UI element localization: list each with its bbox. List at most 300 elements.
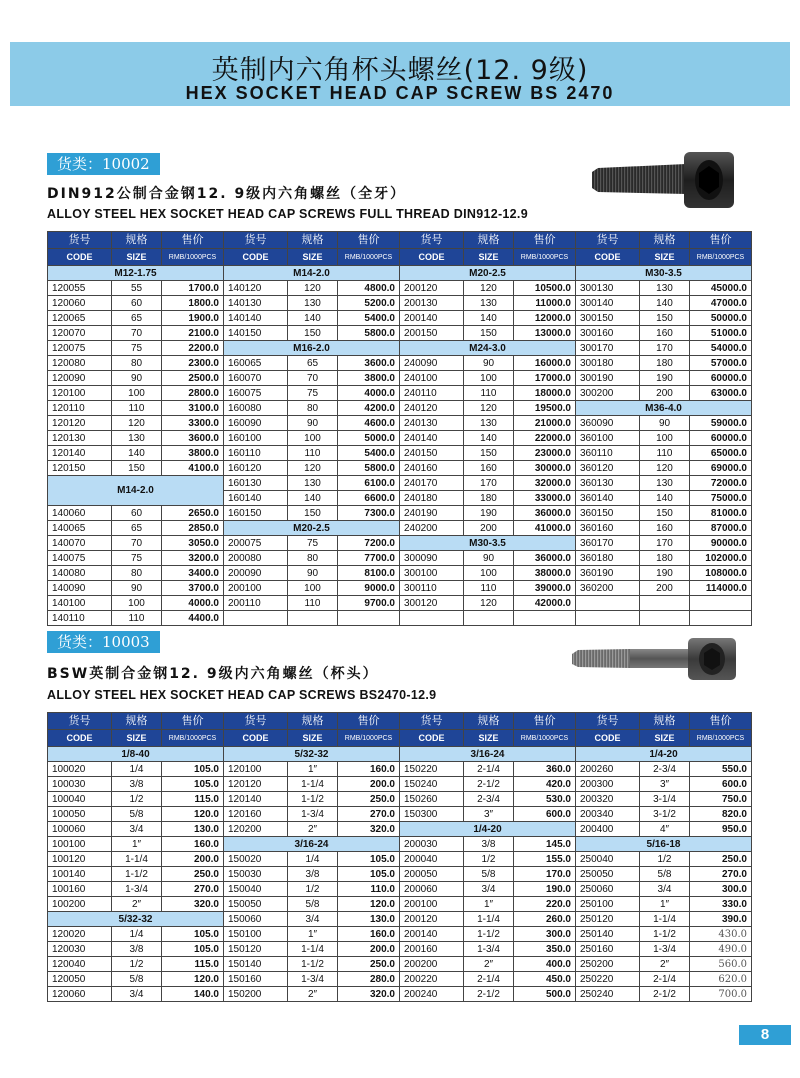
item-price: 2200.0	[162, 341, 224, 356]
col-header-price-en	[162, 249, 224, 266]
col-header-code-en: CODE	[576, 249, 640, 266]
item-size: 80	[112, 356, 162, 371]
item-price: 115.0	[162, 957, 224, 972]
item-size: 150	[464, 446, 514, 461]
table-row	[48, 867, 752, 882]
item-code: 300180	[576, 356, 640, 371]
size-group-header: 3/16-24	[224, 837, 400, 852]
table-row	[48, 957, 752, 972]
item-size: 1″	[464, 897, 514, 912]
item-size: 90	[640, 416, 690, 431]
item-price: 114000.0	[690, 581, 752, 596]
item-price: 220.0	[514, 897, 576, 912]
table-row	[48, 897, 752, 912]
item-code: 200320	[576, 792, 640, 807]
col-header-size-en: SIZE	[288, 730, 338, 747]
col-header-code: 货号	[400, 232, 464, 249]
item-code: 120120	[48, 416, 112, 431]
item-size: 1/2	[112, 792, 162, 807]
item-code: 120110	[48, 401, 112, 416]
col-header-price-en	[514, 730, 576, 747]
size-group-header: M36-4.0	[576, 401, 752, 416]
item-size: 5/8	[288, 897, 338, 912]
col-header-size: 规格	[640, 232, 690, 249]
item-code: 160120	[224, 461, 288, 476]
item-price: 32000.0	[514, 476, 576, 491]
col-header-code-en: CODE	[48, 249, 112, 266]
item-size: 90	[112, 371, 162, 386]
item-size: 65	[112, 311, 162, 326]
col-header-size: 规格	[464, 232, 514, 249]
item-code: 250120	[576, 912, 640, 927]
size-group-header: M30-3.5	[576, 266, 752, 281]
item-size: 100	[640, 431, 690, 446]
item-price: 2300.0	[162, 356, 224, 371]
section-heading-cn: BSW英制合金钢12. 9级内六角螺丝（杯头）	[47, 666, 379, 682]
size-group-header: M20-2.5	[224, 521, 400, 536]
item-size: 160	[464, 461, 514, 476]
item-size: 1-3/4	[288, 807, 338, 822]
item-size: 100	[112, 386, 162, 401]
item-code: 150030	[224, 867, 288, 882]
table-row	[48, 762, 752, 777]
item-code: 150020	[224, 852, 288, 867]
empty-cell	[224, 611, 288, 626]
item-size: 1-3/4	[288, 972, 338, 987]
item-price: 4400.0	[162, 611, 224, 626]
item-size: 3″	[640, 777, 690, 792]
item-price: 160.0	[338, 762, 400, 777]
item-code: 200140	[400, 311, 464, 326]
item-size: 2-3/4	[464, 792, 514, 807]
item-size: 5/8	[640, 867, 690, 882]
item-code: 200050	[400, 867, 464, 882]
item-size: 1-3/4	[112, 882, 162, 897]
item-price: 115.0	[162, 792, 224, 807]
item-size: 100	[288, 431, 338, 446]
item-code: 140090	[48, 581, 112, 596]
item-code: 160110	[224, 446, 288, 461]
item-code: 120160	[224, 807, 288, 822]
header-row-cn	[48, 232, 752, 249]
item-code: 120100	[224, 762, 288, 777]
table-row	[48, 281, 752, 296]
item-price: 105.0	[338, 852, 400, 867]
header-row-cn	[48, 713, 752, 730]
item-price: 30000.0	[514, 461, 576, 476]
col-header-code: 货号	[576, 713, 640, 730]
item-price: 280.0	[338, 972, 400, 987]
item-code: 160070	[224, 371, 288, 386]
item-code: 140065	[48, 521, 112, 536]
item-price: 120.0	[162, 972, 224, 987]
item-price: 39000.0	[514, 581, 576, 596]
item-code: 120020	[48, 927, 112, 942]
item-code: 200400	[576, 822, 640, 837]
col-header-price: 售价	[514, 713, 576, 730]
item-price: 260.0	[514, 912, 576, 927]
item-size: 70	[112, 536, 162, 551]
page-number: 8	[739, 1025, 791, 1045]
size-group-header: 5/32-32	[48, 912, 224, 927]
item-price: 22000.0	[514, 431, 576, 446]
item-price: 110.0	[338, 882, 400, 897]
item-size: 60	[112, 506, 162, 521]
item-code: 120150	[48, 461, 112, 476]
item-size: 75	[288, 536, 338, 551]
item-price: 63000.0	[690, 386, 752, 401]
item-code: 150040	[224, 882, 288, 897]
item-size: 55	[112, 281, 162, 296]
item-price: 1800.0	[162, 296, 224, 311]
item-code: 200075	[224, 536, 288, 551]
item-size: 2″	[464, 957, 514, 972]
item-price: 160.0	[338, 927, 400, 942]
table-row	[48, 416, 752, 431]
item-code: 100160	[48, 882, 112, 897]
item-code: 200340	[576, 807, 640, 822]
item-code: 140100	[48, 596, 112, 611]
header-row-en	[48, 730, 752, 747]
item-size: 180	[640, 356, 690, 371]
col-header-price-en	[338, 730, 400, 747]
price-unit: RMB/1000PCS	[168, 735, 217, 742]
category-tag-10003: 货类：10003	[47, 631, 160, 653]
item-code: 120040	[48, 957, 112, 972]
item-code: 360160	[576, 521, 640, 536]
item-code: 150300	[400, 807, 464, 822]
table-row	[48, 581, 752, 596]
item-price: 3300.0	[162, 416, 224, 431]
item-code: 300150	[576, 311, 640, 326]
item-size: 80	[112, 566, 162, 581]
table-row	[48, 311, 752, 326]
item-size: 3/8	[112, 942, 162, 957]
item-price: 330.0	[690, 897, 752, 912]
section-heading-en: ALLOY STEEL HEX SOCKET HEAD CAP SCREWS FULL THREAD DIN912-12.9	[47, 207, 528, 221]
item-size: 140	[640, 296, 690, 311]
item-price: 3400.0	[162, 566, 224, 581]
size-group-header: M16-2.0	[224, 341, 400, 356]
item-size: 130	[288, 476, 338, 491]
table-row	[48, 927, 752, 942]
item-size: 120	[112, 416, 162, 431]
item-size: 160	[640, 521, 690, 536]
item-size: 75	[112, 341, 162, 356]
item-size: 1-1/2	[112, 867, 162, 882]
item-price: 41000.0	[514, 521, 576, 536]
table-row	[48, 912, 752, 927]
item-size: 3-1/4	[640, 792, 690, 807]
item-size: 1/2	[640, 852, 690, 867]
item-code: 300090	[400, 551, 464, 566]
item-code: 300140	[576, 296, 640, 311]
item-code: 160150	[224, 506, 288, 521]
item-price: 450.0	[514, 972, 576, 987]
col-header-price: 售价	[162, 713, 224, 730]
item-code: 200110	[224, 596, 288, 611]
item-size: 140	[464, 431, 514, 446]
item-size: 70	[112, 326, 162, 341]
item-price: 47000.0	[690, 296, 752, 311]
table-row	[48, 401, 752, 416]
item-code: 240170	[400, 476, 464, 491]
empty-cell	[514, 611, 576, 626]
item-code: 200100	[224, 581, 288, 596]
item-code: 200090	[224, 566, 288, 581]
item-price: 75000.0	[690, 491, 752, 506]
col-header-size-en: SIZE	[288, 249, 338, 266]
item-size: 1-1/4	[288, 777, 338, 792]
item-code: 250220	[576, 972, 640, 987]
item-code: 200200	[400, 957, 464, 972]
item-price: 87000.0	[690, 521, 752, 536]
col-header-size: 规格	[112, 232, 162, 249]
item-code: 140075	[48, 551, 112, 566]
item-price: 700.0	[690, 987, 752, 1002]
table-row	[48, 356, 752, 371]
item-code: 150240	[400, 777, 464, 792]
item-size: 75	[112, 551, 162, 566]
item-price: 16000.0	[514, 356, 576, 371]
col-header-size: 规格	[640, 713, 690, 730]
item-price: 270.0	[690, 867, 752, 882]
table-row	[48, 536, 752, 551]
item-price: 65000.0	[690, 446, 752, 461]
item-price: 320.0	[162, 897, 224, 912]
item-price: 4000.0	[162, 596, 224, 611]
item-code: 140080	[48, 566, 112, 581]
item-price: 33000.0	[514, 491, 576, 506]
item-price: 600.0	[690, 777, 752, 792]
item-code: 300170	[576, 341, 640, 356]
item-price: 140.0	[162, 987, 224, 1002]
col-header-size: 规格	[464, 713, 514, 730]
empty-cell	[338, 611, 400, 626]
item-price: 3600.0	[338, 356, 400, 371]
item-code: 140060	[48, 506, 112, 521]
item-code: 150050	[224, 897, 288, 912]
item-code: 120120	[224, 777, 288, 792]
item-code: 160080	[224, 401, 288, 416]
item-size: 1-3/4	[464, 942, 514, 957]
item-price: 69000.0	[690, 461, 752, 476]
item-code: 300100	[400, 566, 464, 581]
size-group-header: 1/4-20	[576, 747, 752, 762]
item-size: 160	[640, 326, 690, 341]
item-size: 1/4	[112, 762, 162, 777]
item-size: 3/4	[640, 882, 690, 897]
item-price: 530.0	[514, 792, 576, 807]
size-group-header: M30-3.5	[400, 536, 576, 551]
price-unit: RMB/1000PCS	[696, 254, 745, 261]
item-size: 110	[464, 581, 514, 596]
item-price: 105.0	[162, 942, 224, 957]
item-size: 1/2	[464, 852, 514, 867]
item-price: 120.0	[338, 897, 400, 912]
item-size: 5/8	[112, 807, 162, 822]
item-size: 120	[288, 281, 338, 296]
item-size: 1-1/2	[288, 792, 338, 807]
item-code: 240130	[400, 416, 464, 431]
item-code: 150060	[224, 912, 288, 927]
col-header-size-en: SIZE	[112, 730, 162, 747]
price-unit: RMB/1000PCS	[344, 254, 393, 261]
item-code: 140120	[224, 281, 288, 296]
item-code: 100120	[48, 852, 112, 867]
empty-cell	[464, 611, 514, 626]
item-size: 190	[640, 371, 690, 386]
table-row	[48, 386, 752, 401]
empty-cell	[576, 611, 640, 626]
item-code: 160075	[224, 386, 288, 401]
item-code: 150140	[224, 957, 288, 972]
item-size: 170	[640, 341, 690, 356]
item-code: 200260	[576, 762, 640, 777]
col-header-code: 货号	[400, 713, 464, 730]
item-size: 110	[112, 611, 162, 626]
item-price: 105.0	[338, 867, 400, 882]
item-price: 105.0	[162, 777, 224, 792]
item-price: 145.0	[514, 837, 576, 852]
item-size: 2-1/4	[464, 762, 514, 777]
item-code: 140150	[224, 326, 288, 341]
item-size: 90	[112, 581, 162, 596]
item-size: 90	[288, 566, 338, 581]
item-size: 3/8	[288, 867, 338, 882]
item-price: 270.0	[338, 807, 400, 822]
col-header-code: 货号	[576, 232, 640, 249]
item-code: 200160	[400, 942, 464, 957]
item-size: 130	[288, 296, 338, 311]
col-header-size: 规格	[112, 713, 162, 730]
table-row	[48, 747, 752, 762]
table-row	[48, 371, 752, 386]
item-size: 150	[288, 326, 338, 341]
empty-cell	[690, 611, 752, 626]
item-price: 2100.0	[162, 326, 224, 341]
item-size: 2″	[288, 822, 338, 837]
item-code: 200120	[400, 912, 464, 927]
item-code: 360130	[576, 476, 640, 491]
item-size: 4″	[640, 822, 690, 837]
item-size: 130	[464, 296, 514, 311]
item-code: 200080	[224, 551, 288, 566]
size-group-header: M20-2.5	[400, 266, 576, 281]
item-code: 360120	[576, 461, 640, 476]
item-size: 130	[112, 431, 162, 446]
item-price: 105.0	[162, 927, 224, 942]
item-code: 250200	[576, 957, 640, 972]
item-code: 200100	[400, 897, 464, 912]
item-price: 10500.0	[514, 281, 576, 296]
item-code: 200220	[400, 972, 464, 987]
item-code: 120140	[48, 446, 112, 461]
item-size: 1/4	[288, 852, 338, 867]
col-header-price-en	[690, 249, 752, 266]
item-code: 200130	[400, 296, 464, 311]
item-price: 950.0	[690, 822, 752, 837]
item-size: 3-1/2	[640, 807, 690, 822]
table-row	[48, 431, 752, 446]
item-size: 200	[640, 386, 690, 401]
item-size: 130	[464, 416, 514, 431]
item-price: 23000.0	[514, 446, 576, 461]
item-price: 90000.0	[690, 536, 752, 551]
item-size: 90	[464, 551, 514, 566]
item-price: 21000.0	[514, 416, 576, 431]
empty-cell	[400, 611, 464, 626]
item-code: 120200	[224, 822, 288, 837]
table-row	[48, 942, 752, 957]
cap-screw-bolt-icon	[570, 634, 740, 684]
table-row	[48, 837, 752, 852]
item-size: 3″	[464, 807, 514, 822]
item-price: 360.0	[514, 762, 576, 777]
item-size: 2-1/2	[640, 987, 690, 1002]
col-header-code-en: CODE	[224, 730, 288, 747]
item-price: 7700.0	[338, 551, 400, 566]
col-header-code-en: CODE	[48, 730, 112, 747]
item-code: 160100	[224, 431, 288, 446]
item-size: 2″	[112, 897, 162, 912]
item-size: 130	[640, 281, 690, 296]
item-price: 560.0	[690, 957, 752, 972]
item-code: 100100	[48, 837, 112, 852]
item-code: 200150	[400, 326, 464, 341]
item-price: 60000.0	[690, 431, 752, 446]
item-size: 110	[112, 401, 162, 416]
item-size: 2″	[640, 957, 690, 972]
item-size: 1-1/4	[640, 912, 690, 927]
item-price: 350.0	[514, 942, 576, 957]
item-size: 150	[112, 461, 162, 476]
item-size: 80	[288, 401, 338, 416]
item-price: 300.0	[690, 882, 752, 897]
size-group-header: 1/8-40	[48, 747, 224, 762]
page-title-en: HEX SOCKET HEAD CAP SCREW BS 2470	[185, 83, 615, 103]
table-row	[48, 506, 752, 521]
item-price: 320.0	[338, 822, 400, 837]
item-price: 105.0	[162, 762, 224, 777]
table-row	[48, 852, 752, 867]
item-price: 5400.0	[338, 446, 400, 461]
item-price: 4100.0	[162, 461, 224, 476]
item-price: 72000.0	[690, 476, 752, 491]
item-size: 110	[288, 596, 338, 611]
item-size: 140	[288, 311, 338, 326]
price-unit: RMB/1000PCS	[696, 735, 745, 742]
item-price: 430.0	[690, 927, 752, 942]
table-row	[48, 296, 752, 311]
item-price: 4800.0	[338, 281, 400, 296]
item-size: 110	[640, 446, 690, 461]
item-size: 200	[640, 581, 690, 596]
item-code: 240120	[400, 401, 464, 416]
item-price: 550.0	[690, 762, 752, 777]
item-size: 70	[288, 371, 338, 386]
item-price: 170.0	[514, 867, 576, 882]
item-size: 120	[464, 401, 514, 416]
item-price: 250.0	[690, 852, 752, 867]
col-header-price-en	[514, 249, 576, 266]
item-price: 120.0	[162, 807, 224, 822]
item-price: 54000.0	[690, 341, 752, 356]
item-price: 42000.0	[514, 596, 576, 611]
item-size: 3/8	[464, 837, 514, 852]
col-header-code: 货号	[224, 232, 288, 249]
col-header-size-en: SIZE	[464, 249, 514, 266]
